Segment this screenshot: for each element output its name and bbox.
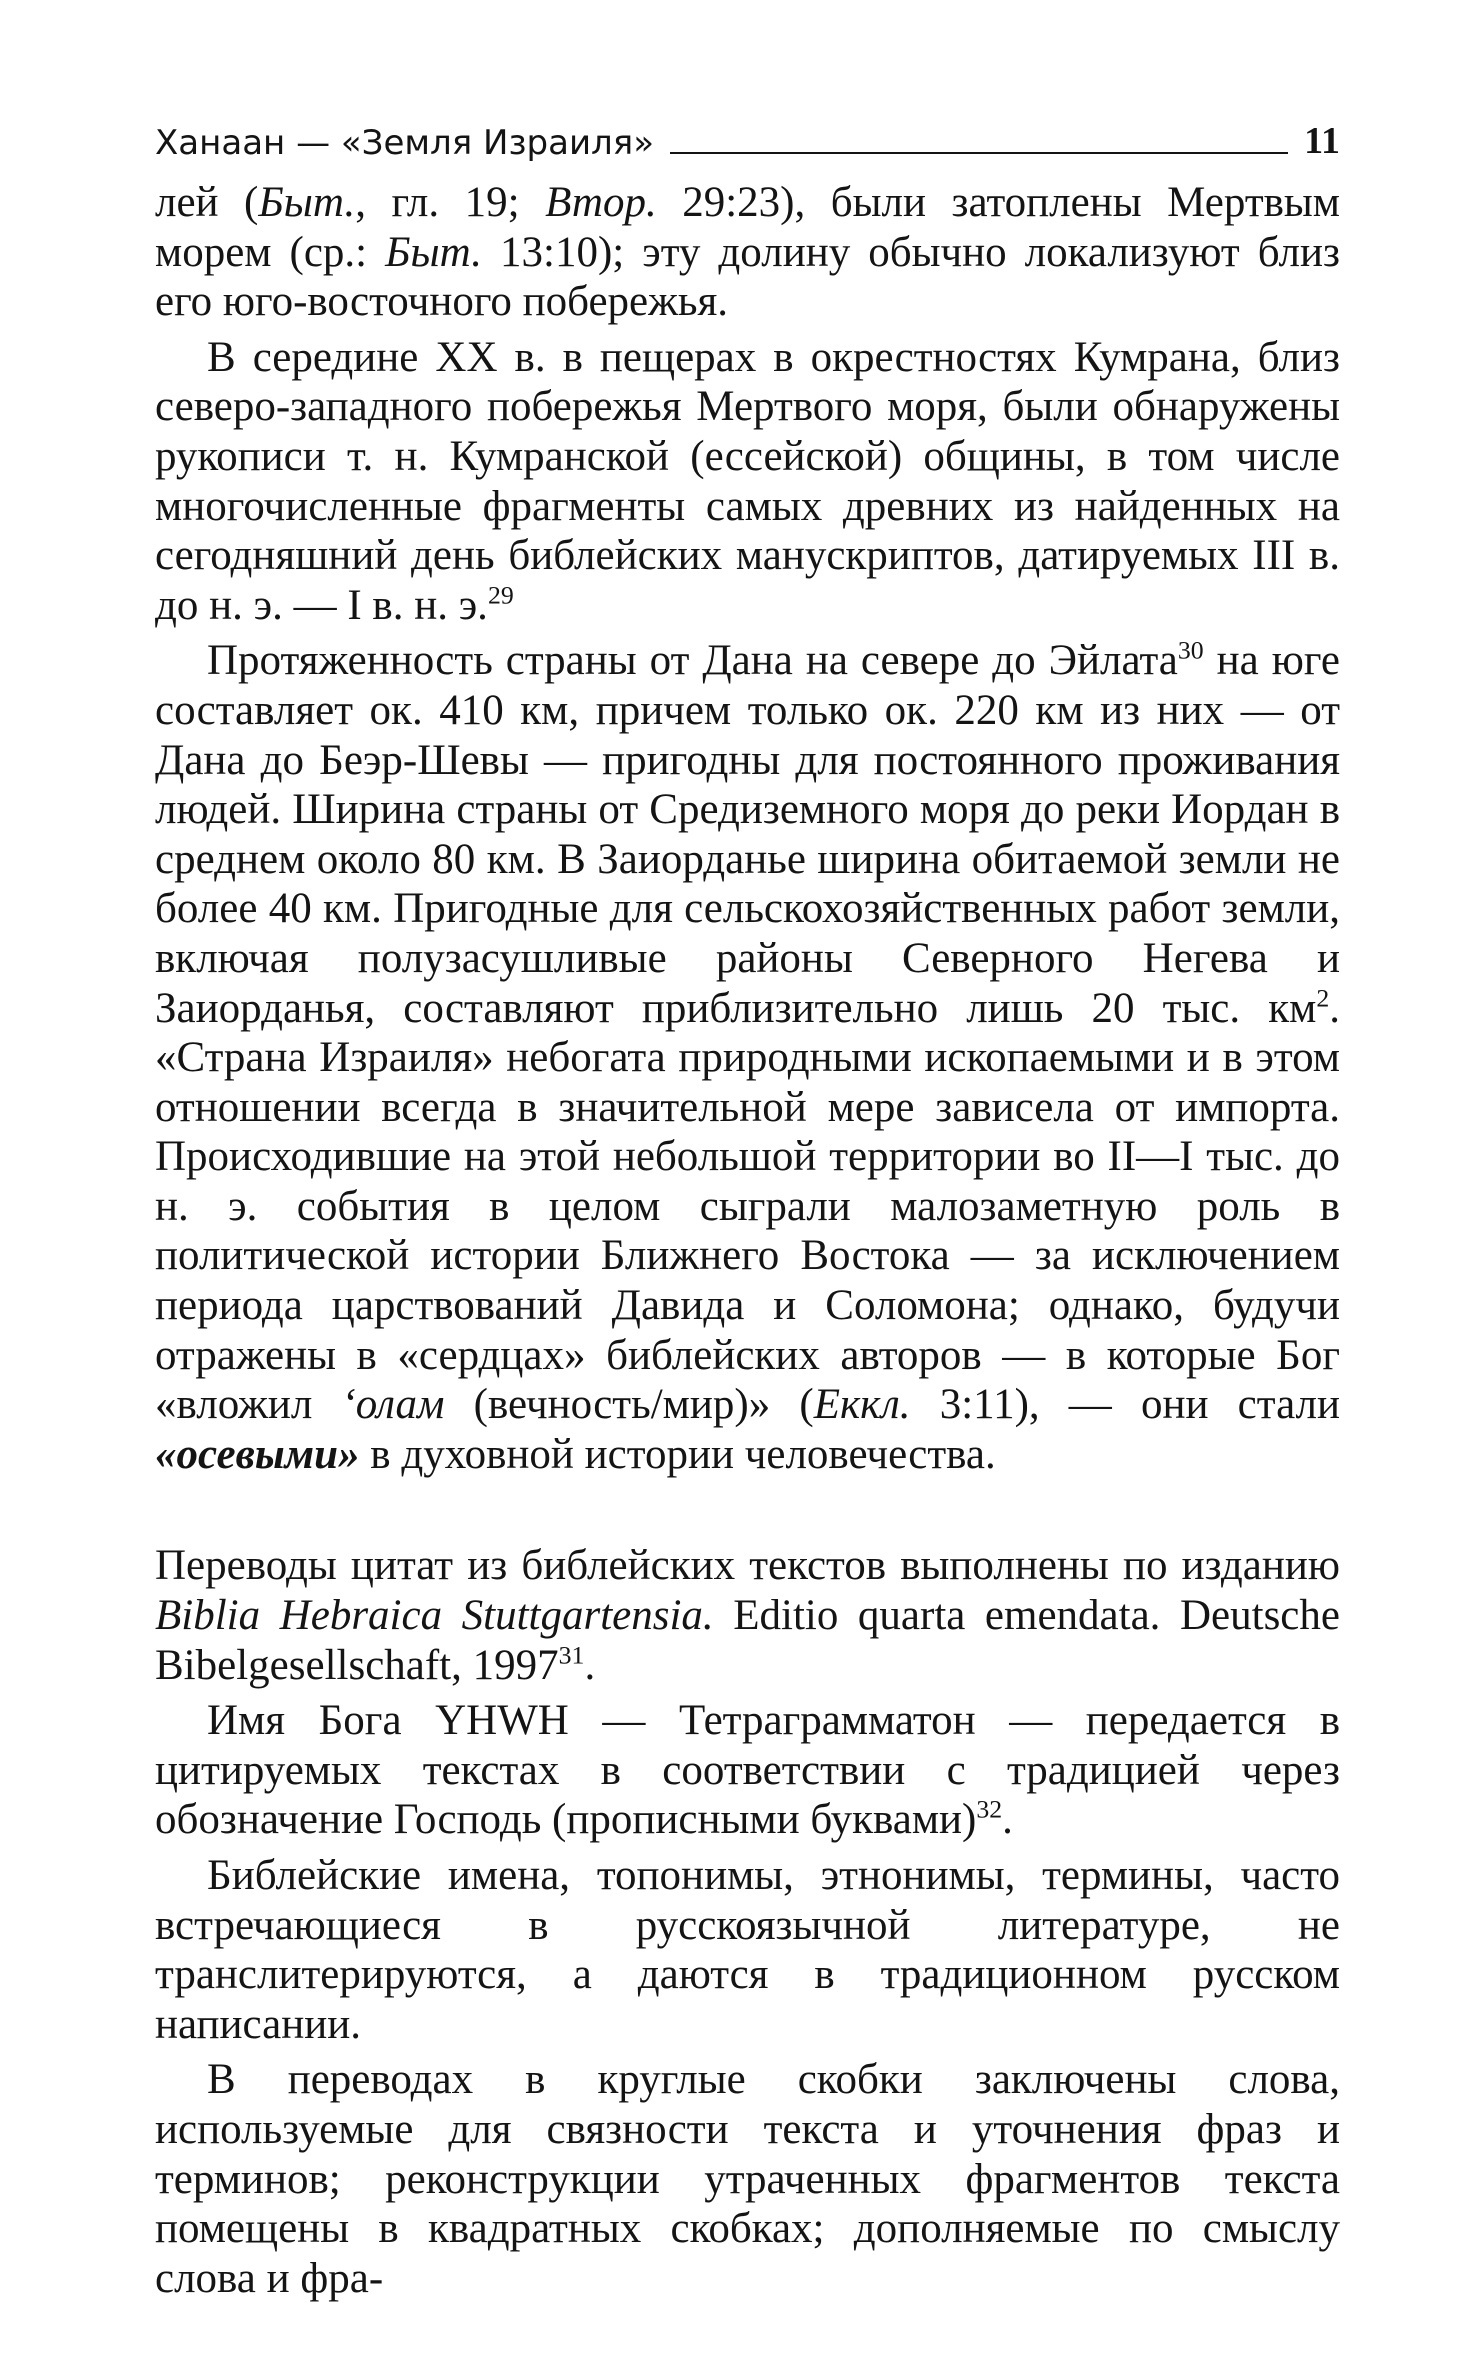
paragraph-2	[155, 333, 1340, 631]
text-run: Editio quarta emendata. Deutsche Bibelgesellschaft, 1997	[155, 1592, 1340, 1689]
text-run: , гл. 19;	[355, 179, 546, 226]
text-run: . «Страна Израиля» небогата природными ископаемыми и в этом отношении всегда в значительной мере зависела от импорта. Происходившие на этой небольшой территории во II—I тыс. до н. э. события в целом сыграли малозаметную роль в политической истории Ближнего Востока — за исключением периода царствований Давида и Соломона; однако, будучи отражены в «сердцах» библейских авторов — в которые Бог «вложил	[155, 984, 1340, 1429]
italic-reference: Быт.	[385, 228, 482, 276]
text-run: Имя Бога YHWH — Тетраграмматон — передается в цитируемых текстах в соответствии с традицией через обозначение Господь (прописными буквами)	[155, 1697, 1340, 1844]
italic-term: ‘олам	[341, 1381, 445, 1429]
italic-reference: Еккл.	[813, 1381, 911, 1429]
italic-reference: Втор.	[545, 179, 657, 226]
footnote-ref: 31	[558, 1640, 585, 1670]
running-head	[155, 100, 1340, 163]
text-run: Библейские имена, топонимы, этнонимы, термины, часто встречающиеся в русскоязычной литературе, не транслитерируются, а даются в традиционном русском написании.	[155, 1852, 1340, 2048]
paragraph-7	[155, 2055, 1340, 2303]
text-run: на юге составляет ок. 410 км, причем только ок. 220 км из них — от Дана до Беэр-Шевы — пригодны для постоянного проживания людей. Ширина страны от Средиземного моря до реки Иордан в среднем около 80 км. В Заиорданье ширина обитаемой земли не более 40 км. Пригодные для сельскохозяйственных работ земли, включая полузасушливые районы Северного Негева и Заиорданья, составляют приблизительно лишь 20 тыс. км	[155, 637, 1340, 1032]
text-run: 13:10); эту долину обычно локализуют близ его юго-восточного побережья.	[155, 228, 1341, 326]
running-head-title: Ханаан — «Земля Израиля»	[155, 123, 655, 163]
text-run: В середине XX в. в пещерах в окрестностях Кумрана, близ северо-западного побережья Мертвого моря, были обнаружены рукописи т. н. Кумранской (ессейской) общины, в том числе многочисленные фрагменты самых древних из найденных на сегодняшний день библейских манускриптов, датируемых III в. до н. э. — I в. н. э.	[155, 333, 1340, 629]
footnote-ref: 29	[487, 580, 514, 610]
italic-title: Biblia Hebraica Stuttgartensia.	[155, 1592, 714, 1640]
text-run: .	[1002, 1796, 1013, 1844]
paragraph-1	[155, 178, 1340, 327]
paragraph-3	[155, 636, 1340, 1479]
text-run: 3:11), — они стали	[910, 1381, 1341, 1429]
superscript-exponent: 2	[1316, 983, 1330, 1013]
text-run: 29:23), были затоплены Мертвым морем (ср.:	[155, 179, 1341, 276]
text-run: Протяженность страны от Дана на севере до Эйлата	[207, 637, 1178, 685]
footnote-ref: 30	[1177, 636, 1204, 666]
text-run: .	[584, 1641, 596, 1689]
paragraph-4	[155, 1541, 1340, 1690]
page-number: 11	[1304, 120, 1340, 162]
text-run: Переводы цитат из библейских текстов выполнены по изданию	[155, 1542, 1340, 1590]
paragraph-5	[155, 1696, 1340, 1845]
paragraph-6	[155, 1851, 1340, 2049]
text-run: (вечность/мир)» (	[444, 1381, 814, 1429]
text-run: в духовной истории человечества.	[359, 1430, 996, 1478]
body-text	[155, 178, 1340, 2303]
italic-reference: Быт.	[258, 179, 356, 226]
bold-italic-term: «осевыми»	[155, 1430, 360, 1478]
running-head-rule	[670, 152, 1288, 154]
text-run: В переводах в круглые скобки заключены слова, используемые для связности текста и уточнения фраз и терминов; реконструкции утраченных фрагментов текста помещены в квадратных скобках; дополняемые по смыслу слова и фра-	[155, 2056, 1340, 2302]
text-run: лей (	[155, 179, 259, 226]
footnote-ref: 32	[976, 1795, 1003, 1825]
